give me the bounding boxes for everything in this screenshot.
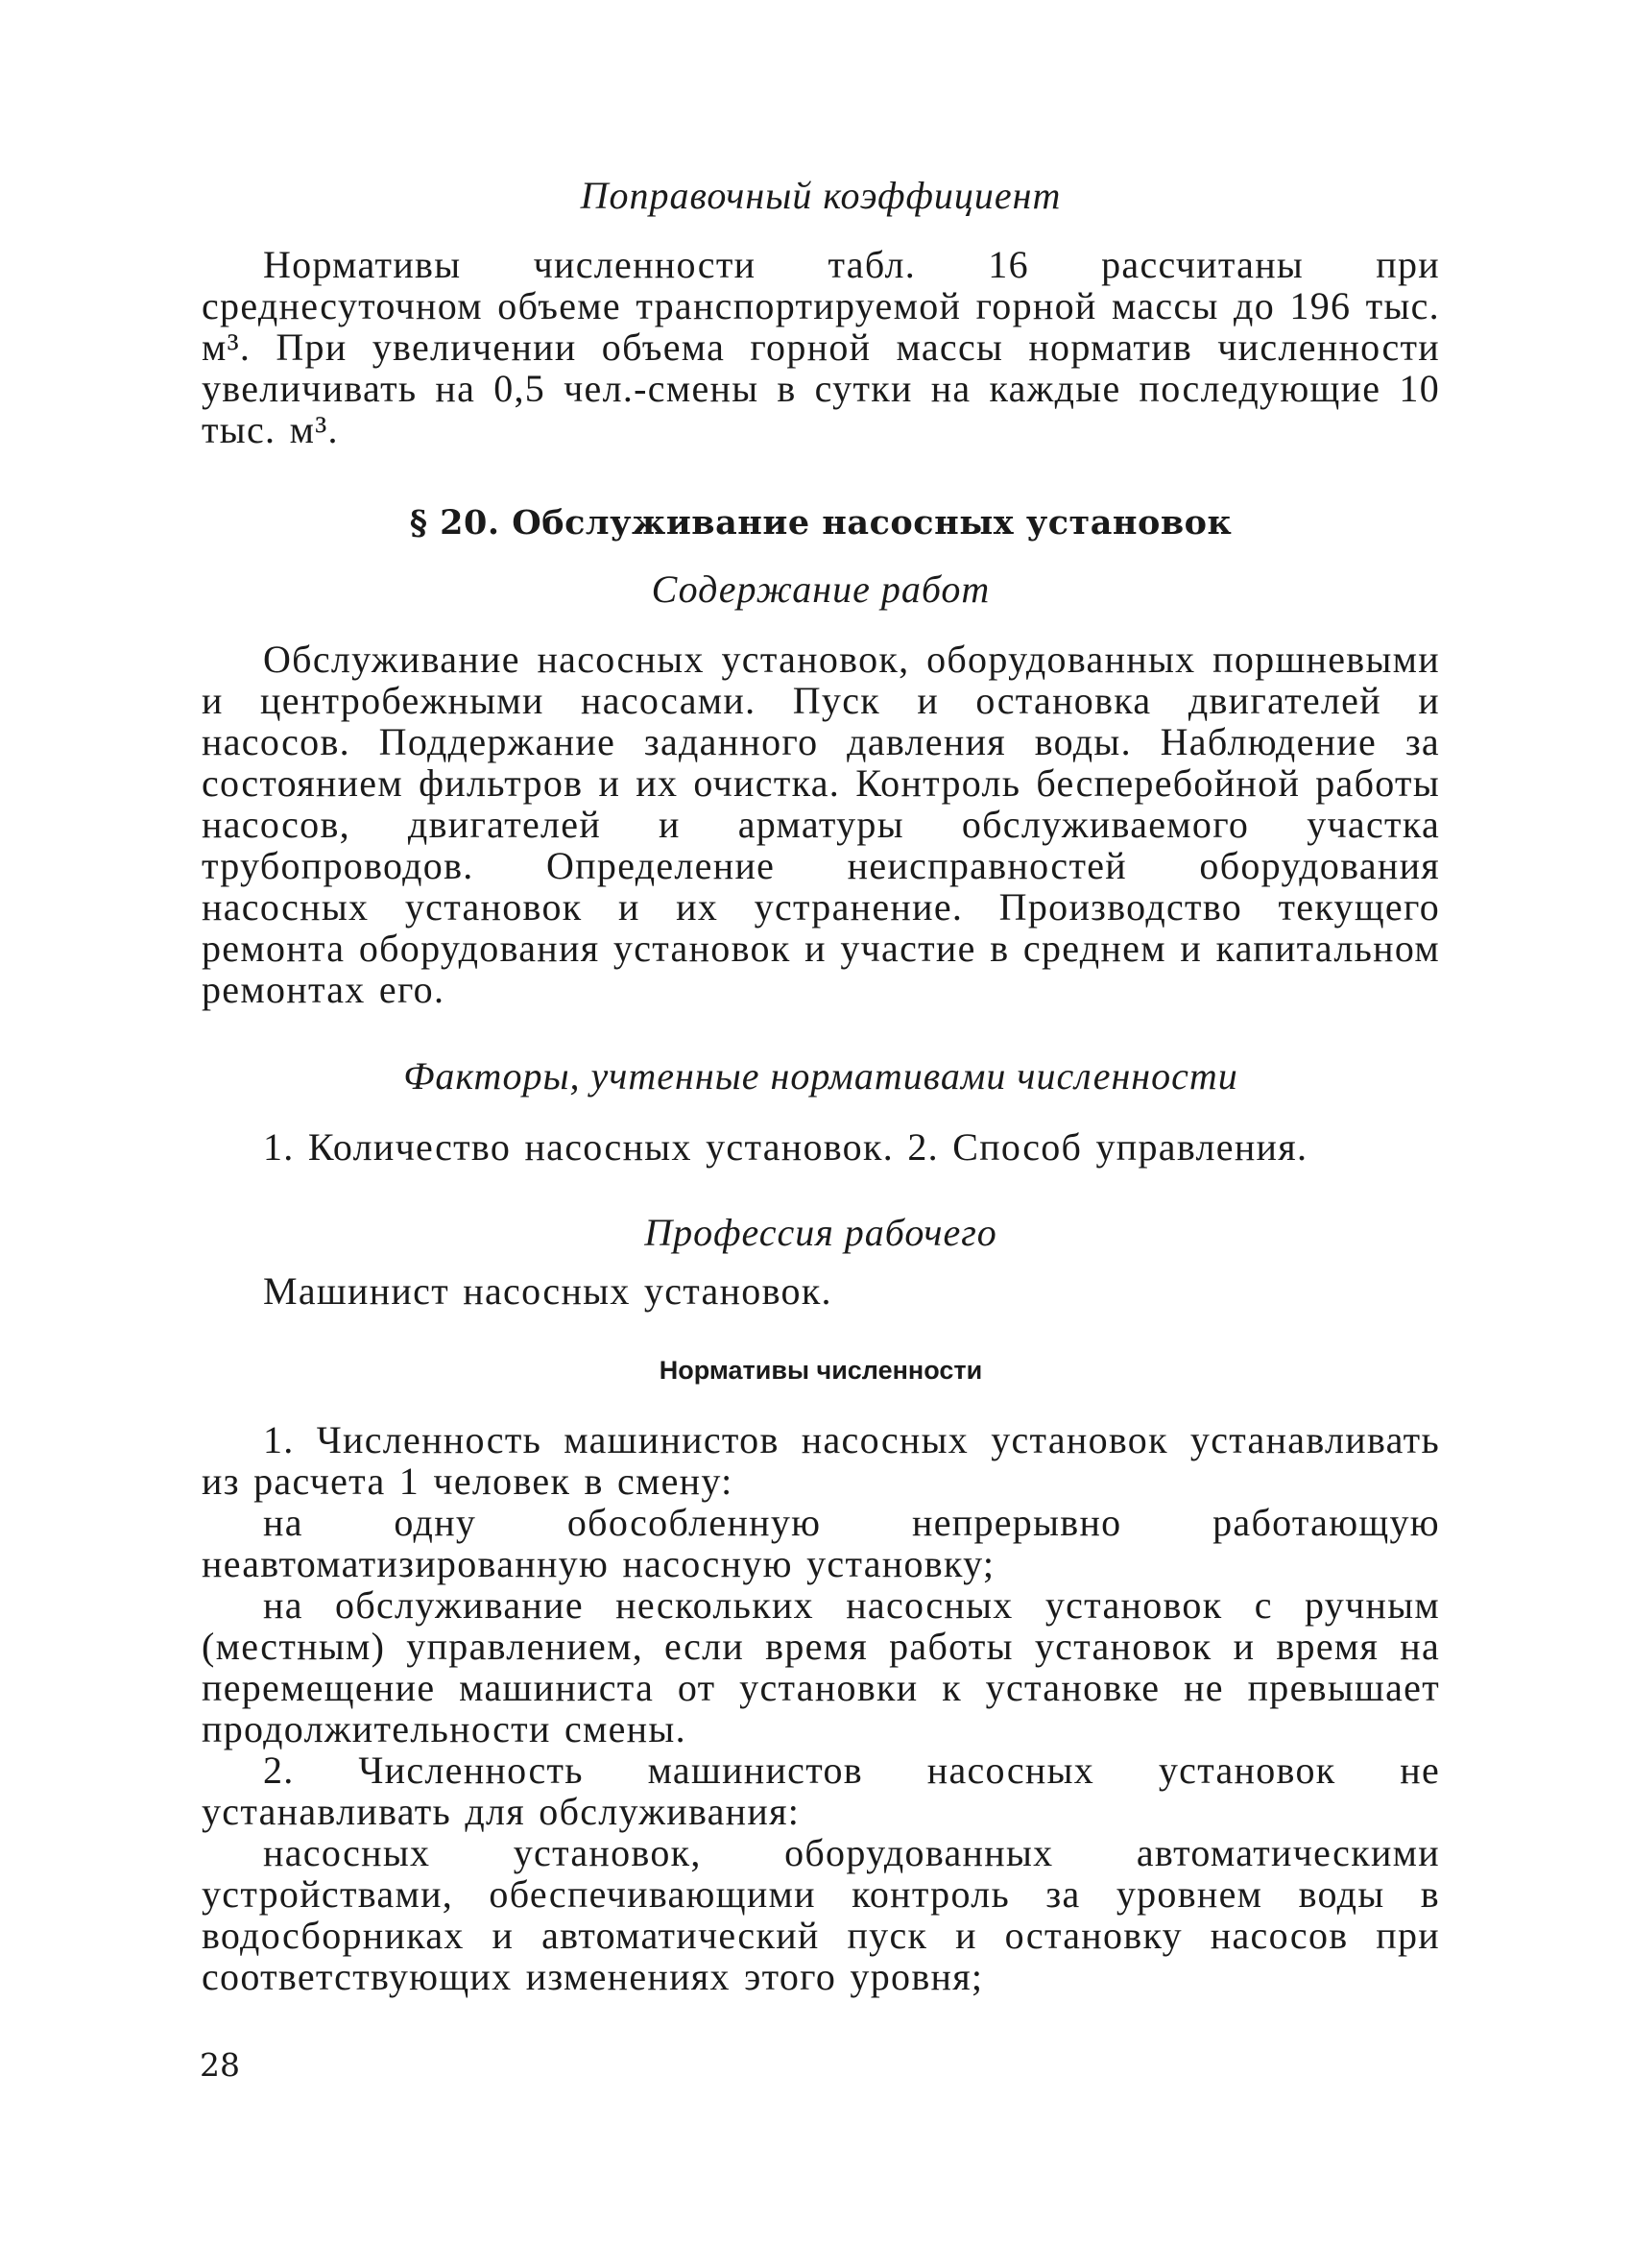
norms-paragraph-4: 2. Численность машинистов насосных установок не устанавливать для обслуживания:: [202, 1749, 1440, 1833]
norms-paragraph-5: насосных установок, оборудованных автоматическими устройствами, обеспечивающими контроль за уровнем воды в водосборниках и автоматический пуск и остановку насосов при соответствующих изменениях этого уровня;: [202, 1831, 1440, 1998]
factors-block: [202, 1126, 1440, 1168]
work-content-block: [202, 639, 1440, 1010]
norms-paragraph-1: 1. Численность машинистов насосных установок устанавливать из расчета 1 человек в смену:: [202, 1418, 1440, 1503]
correction-text: Нормативы численности табл. 16 рассчитаны при среднесуточном объеме транспортируемой горной массы до 196 тыс. м³. При увеличении объема горной массы норматив численности увеличивать на 0,5 чел.-смены в сутки на каждые последующие 10 тыс. м³.: [202, 243, 1440, 451]
work-content-text: Обслуживание насосных установок, оборудованных поршневыми и центробежными насосами. Пуск и остановка двигателей и насосов. Поддержание заданного давления воды. Наблюдение за состоянием фильтров и их очистка. Контроль бесперебойной работы насосов, двигателей и арматуры обслуживаемого участка трубопроводов. Определение неисправностей оборудования насосных установок и их устранение. Производство текущего ремонта оборудования установок и участие в среднем и капитальном ремонтах его.: [202, 638, 1440, 1011]
norms-paragraph-2: на одну обособленную непрерывно работающую неавтоматизированную насосную установку;: [202, 1501, 1440, 1585]
section-title-block: [202, 503, 1440, 543]
norms-heading: Нормативы численности: [659, 1356, 983, 1385]
section-title: § 20. Обслуживание насосных установок: [409, 503, 1233, 543]
factors-text: 1. Количество насосных установок. 2. Способ управления.: [263, 1125, 1308, 1169]
profession-text: Машинист насосных установок.: [263, 1269, 832, 1313]
page-number: 28: [200, 2046, 240, 2084]
profession-heading-block: [202, 1210, 1440, 1255]
norms-paragraph-3: на обслуживание нескольких насосных установок с ручным (местным) управлением, если время работы установок и время на перемещение машиниста от установки к установке не превышает продолжительности смены.: [202, 1583, 1440, 1750]
factors-heading: Факторы, учтенные нормативами численности: [403, 1054, 1238, 1098]
work-content-heading-block: [202, 567, 1440, 612]
correction-block: [202, 244, 1440, 450]
profession-heading: Профессия рабочего: [644, 1211, 997, 1254]
factors-heading-block: [202, 1053, 1440, 1098]
work-content-heading: Содержание работ: [651, 567, 991, 611]
profession-block: [202, 1270, 1440, 1312]
norms-heading-block: [202, 1356, 1440, 1386]
correction-heading: Поправочный коэффициент: [580, 174, 1062, 217]
norms-block: [202, 1419, 1440, 1997]
correction-heading-block: [202, 173, 1440, 218]
